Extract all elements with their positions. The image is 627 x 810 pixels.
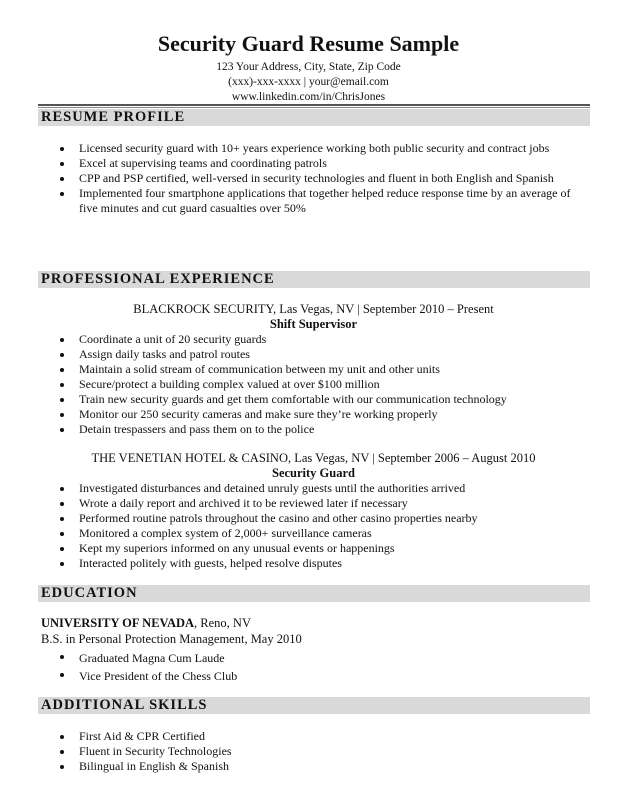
- section-heading-education: EDUCATION: [38, 585, 590, 602]
- list-item: Monitored a complex system of 2,000+ surveillance cameras: [38, 526, 590, 541]
- job-company-line: BLACKROCK SECURITY, Las Vegas, NV | September 2010 – Present: [133, 302, 494, 316]
- contact-address: 123 Your Address, City, State, Zip Code: [216, 61, 401, 73]
- skills-list: [38, 729, 590, 774]
- list-item: Fluent in Security Technologies: [38, 744, 590, 759]
- profile-list: [38, 141, 583, 216]
- list-item: Performed routine patrols throughout the casino and other casino properties nearby: [38, 511, 590, 526]
- contact-phone-email: (xxx)-xxx-xxxx | your@email.com: [228, 76, 389, 88]
- job-title: Shift Supervisor: [269, 317, 358, 331]
- list-item: Wrote a daily report and archived it to be reviewed later if necessary: [38, 496, 590, 511]
- section-heading-profile: RESUME PROFILE: [38, 109, 590, 126]
- education-school-line: [41, 616, 251, 631]
- list-item: Maintain a solid stream of communication between my unit and other units: [38, 362, 590, 377]
- header-divider-thin: [38, 107, 590, 108]
- list-item: CPP and PSP certified, well-versed in security technologies and fluent in both English and Spanish: [38, 171, 583, 186]
- education-list: [38, 649, 590, 685]
- list-item: Licensed security guard with 10+ years experience working both public security and contract jobs: [38, 141, 583, 156]
- list-item: Secure/protect a building complex valued at over $100 million: [38, 377, 590, 392]
- education-degree: B.S. in Personal Protection Management, May 2010: [41, 632, 302, 646]
- list-item: Implemented four smartphone applications that together helped reduce response time by an average of five minutes and cut guard casualties over 50%: [38, 186, 583, 216]
- section-heading-experience: PROFESSIONAL EXPERIENCE: [38, 271, 590, 288]
- list-item: Coordinate a unit of 20 security guards: [38, 332, 590, 347]
- header-divider-thick: [38, 104, 590, 106]
- list-item: Graduated Magna Cum Laude: [38, 649, 590, 667]
- list-item: First Aid & CPR Certified: [38, 729, 590, 744]
- section-heading-skills: ADDITIONAL SKILLS: [38, 697, 590, 714]
- list-item: Investigated disturbances and detained unruly guests until the authorities arrived: [38, 481, 590, 496]
- job-duties-list: [38, 332, 590, 437]
- education-location: , Reno, NV: [194, 616, 251, 630]
- job-company-line: THE VENETIAN HOTEL & CASINO, Las Vegas, NV | September 2006 – August 2010: [91, 451, 536, 465]
- job-duties-list: [38, 481, 590, 571]
- job-title: Security Guard: [272, 466, 355, 480]
- list-item: Interacted politely with guests, helped resolve disputes: [38, 556, 590, 571]
- list-item: Bilingual in English & Spanish: [38, 759, 590, 774]
- list-item: Monitor our 250 security cameras and make sure they’re working properly: [38, 407, 590, 422]
- education-school: UNIVERSITY OF NEVADA: [41, 616, 195, 630]
- list-item: Vice President of the Chess Club: [38, 667, 590, 685]
- list-item: Excel at supervising teams and coordinating patrols: [38, 156, 583, 171]
- resume-title: Security Guard Resume Sample: [157, 31, 460, 56]
- list-item: Train new security guards and get them comfortable with our communication technology: [38, 392, 590, 407]
- list-item: Assign daily tasks and patrol routes: [38, 347, 590, 362]
- contact-website: www.linkedin.com/in/ChrisJones: [231, 91, 386, 103]
- list-item: Detain trespassers and pass them on to the police: [38, 422, 590, 437]
- list-item: Kept my superiors informed on any unusual events or happenings: [38, 541, 590, 556]
